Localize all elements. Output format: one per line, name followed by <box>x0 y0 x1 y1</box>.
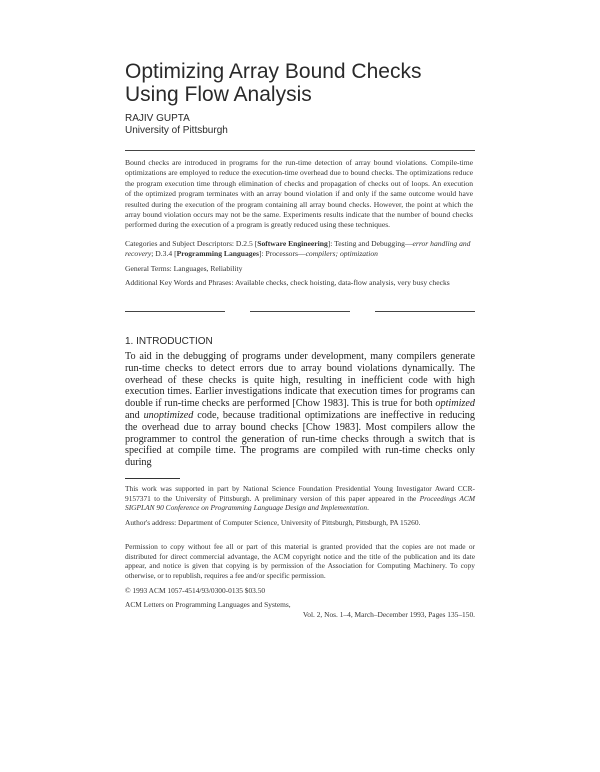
section-heading: 1. INTRODUCTION <box>125 336 213 347</box>
author-name: RAJIV GUPTA <box>125 113 190 124</box>
footnote-copyright: © 1993 ACM 1057-4514/93/0300-0135 $03.50 <box>125 586 266 595</box>
abstract-bottom-rule-1 <box>125 311 225 312</box>
categories-se-sub: error handling and recovery <box>125 239 471 259</box>
intro-optimized: optimized <box>435 398 475 410</box>
footnote-support-a: This work was supported in part by National Science Foundation Presidential Young Investigator Award CCR-9157371 to the University of Pittsburgh. A preliminary version of this paper appeared in the <box>125 484 475 503</box>
additional-keywords: Additional Key Words and Phrases: Available checks, check hoisting, data-flow analysis, very busy checks <box>125 278 450 287</box>
categories-mid2: ; D.3.4 [ <box>151 249 177 259</box>
categories-prefix: Categories and Subject Descriptors: D.2.5 [ <box>125 239 258 248</box>
footnote-permission: Permission to copy without fee all or part of this material is granted provided that the copies are not made or distributed for direct commercial advantage, the ACM copyright notice and the title of the publication and its date appear, and notice is given that copying is by permission of the Association for Computing Machinery. To copy otherwise, or to republish, requires a fee and/or specific permission. <box>125 542 475 580</box>
paper-title <box>125 60 505 106</box>
abstract-top-rule <box>125 150 475 151</box>
footnote-address: Author's address: Department of Computer Science, University of Pittsburgh, Pittsburgh, PA 15260. <box>125 518 421 527</box>
categories-mid1: ]: Testing and Debugging— <box>327 239 413 248</box>
abstract: Bound checks are introduced in programs for the run-time detection of array bound violations. Compile-time optimizations are employed to reduce the execution-time overhead due to bound checks. The optimizations reduce the program execution time through elimination of checks and propagation of checks out of loops. An execution of the optimized program terminates with an array bound violation if and only if the same outcome would have resulted during the execution of the program containing all array bound checks. However, the point at which the array bound violation occurs may not be the same. Experiments results indicate that the number of bound checks performed during the execution of a program is greatly reduced using these techniques. <box>125 158 473 230</box>
intro-unoptimized: unoptimized <box>143 409 194 421</box>
footnote-support-b: . <box>367 503 369 513</box>
categories-descriptors <box>125 239 473 260</box>
footnote-support <box>125 484 475 513</box>
footnote-rule <box>125 478 180 479</box>
title-line-1: Optimizing Array Bound Checks <box>125 60 422 83</box>
categories-se: Software Engineering <box>257 239 328 248</box>
author-affiliation: University of Pittsburgh <box>125 125 228 136</box>
intro-text-3: code, because traditional optimizations are ineffective in reducing the overhead due to array bound checks [Chow 1983]. Most compilers allow the programmer to control the generation of run-time checks through a switch that is specified at compile time. The programs are compiled with run-time checks only during <box>125 409 475 469</box>
categories-pl-sub: compilers; optimization <box>305 249 378 259</box>
footer-volume: Vol. 2, Nos. 1–4, March–December 1993, Pages 135–150. <box>302 610 475 619</box>
footnote-support-venue: Proceedings ACM SIGPLAN 90 Conference on Programming Language Design and Implementation <box>125 493 475 513</box>
categories-pl: Programming Languages <box>176 249 259 259</box>
categories-mid3: ]: Processors— <box>258 249 306 259</box>
abstract-bottom-rule-3 <box>375 311 475 312</box>
introduction-body <box>125 351 475 469</box>
intro-text-2: and <box>125 409 144 421</box>
abstract-bottom-rule-2 <box>250 311 350 312</box>
title-line-2: Using Flow Analysis <box>125 83 312 106</box>
general-terms: General Terms: Languages, Reliability <box>125 264 243 273</box>
intro-text-1: To aid in the debugging of programs under development, many compilers generate run-time checks to detect errors due to array bound violations dynamically. The overhead of these checks is quite high, resulting in inefficient code with high execution times. Earlier investigations indicate that execution times for programs can double if run-time checks are performed [Chow 1983]. This is true for both <box>125 351 475 410</box>
footer-journal: ACM Letters on Programming Languages and Systems, <box>125 600 291 609</box>
